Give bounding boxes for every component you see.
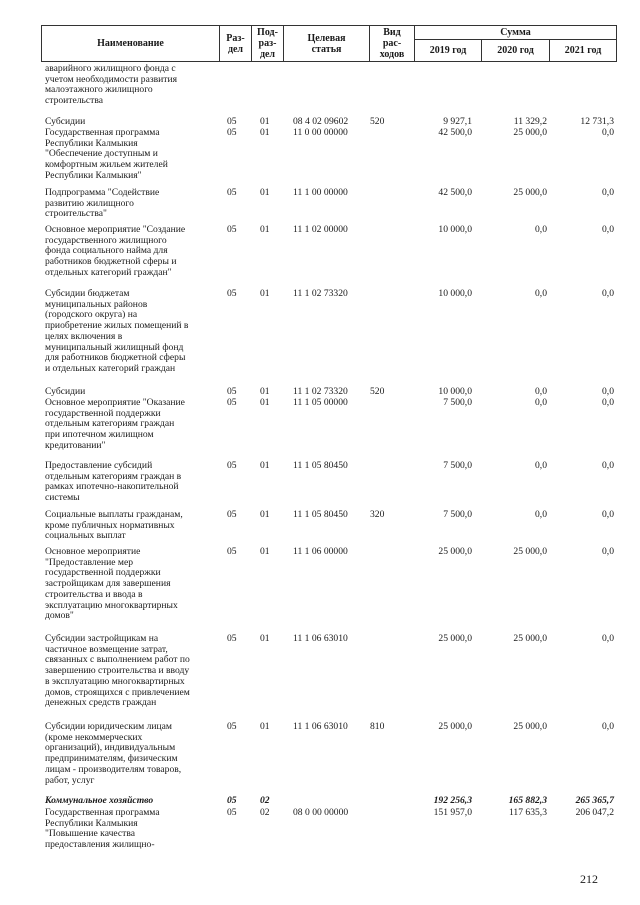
header-razdel: Раз- дел (220, 26, 252, 61)
row-razdel: 05 (227, 633, 237, 644)
row-sum-2019: 7 500,0 (443, 397, 472, 408)
row-sum-2020: 0,0 (535, 460, 547, 471)
row-sum-2020: 0,0 (535, 288, 547, 299)
row-statya: 08 0 00 00000 (293, 807, 349, 818)
row-sum-2021: 0,0 (602, 386, 614, 397)
row-statya: 11 1 02 73320 (293, 386, 348, 397)
row-name: Основное мероприятие "Создание государственного жилищного фонда социального найма для работников бюджетной сферы и отдельных категорий граждан" (45, 224, 186, 278)
row-sum-2019: 25 000,0 (438, 633, 472, 644)
row-statya: 11 1 06 63010 (293, 633, 348, 644)
row-razdel: 05 (227, 807, 237, 818)
row-statya: 11 1 00 00000 (293, 187, 348, 198)
row-razdel: 05 (227, 116, 237, 127)
row-name: Предоставление субсидий отдельным категориям граждан в рамках ипотечно-накопительной системы (45, 460, 182, 504)
row-sum-2020: 25 000,0 (513, 721, 547, 732)
row-sum-2021: 265 365,7 (575, 795, 614, 806)
row-razdel: 05 (227, 795, 237, 806)
row-sum-2020: 165 882,3 (508, 795, 547, 806)
row-name: аварийного жилищного фонда с учетом необходимости развития малоэтажного жилищного строительства (45, 63, 178, 107)
row-name: Субсидии бюджетам муниципальных районов (городского округа) на приобретение жилых помещений в целях включения в муниципальный жилищный фонд для работников бюджетной сферы и отдельных категорий граждан (45, 288, 189, 374)
header-summa: Сумма (415, 26, 616, 40)
row-sum-2021: 0,0 (602, 127, 614, 138)
row-sum-2019: 151 957,0 (433, 807, 472, 818)
row-sum-2019: 10 000,0 (438, 288, 472, 299)
row-podrazdel: 01 (260, 546, 270, 557)
row-sum-2020: 0,0 (535, 509, 547, 520)
row-statya: 11 1 02 00000 (293, 224, 348, 235)
row-name: Коммунальное хозяйство (45, 795, 154, 806)
row-sum-2019: 25 000,0 (438, 546, 472, 557)
row-podrazdel: 01 (260, 397, 270, 408)
row-vid: 320 (370, 509, 385, 520)
row-razdel: 05 (227, 397, 237, 408)
row-name: Государственная программа Республики Калмыкия "Обеспечение доступным и комфортным жильем жителей Республики Калмыкия" (45, 127, 168, 181)
header-statya: Целевая статья (284, 26, 370, 61)
row-name: Подпрограмма "Содействие развитию жилищного строительства" (45, 187, 160, 220)
header-vid: Вид рас- ходов (370, 26, 415, 61)
row-podrazdel: 01 (260, 386, 270, 397)
row-podrazdel: 01 (260, 633, 270, 644)
row-sum-2019: 42 500,0 (438, 187, 472, 198)
row-name: Основное мероприятие "Предоставление мер государственной поддержки застройщикам для завершения строительства и ввода в эксплуатацию многоквартирных домов" (45, 546, 178, 622)
row-statya: 11 1 05 00000 (293, 397, 348, 408)
row-sum-2021: 0,0 (602, 546, 614, 557)
row-podrazdel: 01 (260, 127, 270, 138)
row-sum-2020: 25 000,0 (513, 127, 547, 138)
row-sum-2020: 11 329,2 (513, 116, 547, 127)
row-vid: 810 (370, 721, 385, 732)
row-sum-2020: 0,0 (535, 386, 547, 397)
row-name: Субсидии застройщикам на частичное возмещение затрат, связанных с выполнением работ по завершению строительства и вводу в эксплуатацию многоквартирных домов, строящихся с привлечением денежных средств граждан (45, 633, 190, 709)
row-sum-2021: 12 731,3 (580, 116, 614, 127)
row-razdel: 05 (227, 187, 237, 198)
row-statya: 11 1 05 80450 (293, 460, 348, 471)
row-sum-2021: 0,0 (602, 721, 614, 732)
row-sum-2021: 0,0 (602, 509, 614, 520)
row-podrazdel: 01 (260, 288, 270, 299)
row-razdel: 05 (227, 127, 237, 138)
row-sum-2019: 7 500,0 (443, 509, 472, 520)
row-statya: 11 1 05 80450 (293, 509, 348, 520)
row-razdel: 05 (227, 460, 237, 471)
row-sum-2020: 117 635,3 (508, 807, 547, 818)
row-sum-2019: 7 500,0 (443, 460, 472, 471)
row-sum-2021: 0,0 (602, 397, 614, 408)
row-sum-2021: 0,0 (602, 633, 614, 644)
row-sum-2020: 25 000,0 (513, 546, 547, 557)
row-statya: 08 4 02 09602 (293, 116, 349, 127)
row-podrazdel: 02 (260, 807, 270, 818)
row-sum-2021: 0,0 (602, 288, 614, 299)
row-razdel: 05 (227, 721, 237, 732)
row-name: Государственная программа Республики Калмыкия "Повышение качества предоставления жилищно- (45, 807, 160, 851)
row-sum-2021: 206 047,2 (575, 807, 614, 818)
row-podrazdel: 01 (260, 187, 270, 198)
row-podrazdel: 01 (260, 509, 270, 520)
page-number: 212 (580, 872, 598, 886)
row-razdel: 05 (227, 509, 237, 520)
row-sum-2019: 9 927,1 (443, 116, 472, 127)
row-sum-2019: 10 000,0 (438, 224, 472, 235)
row-sum-2020: 25 000,0 (513, 633, 547, 644)
row-sum-2020: 0,0 (535, 397, 547, 408)
row-podrazdel: 01 (260, 116, 270, 127)
row-statya: 11 0 00 00000 (293, 127, 348, 138)
row-vid: 520 (370, 386, 385, 397)
header-name: Наименование (42, 26, 220, 61)
row-razdel: 05 (227, 288, 237, 299)
row-name: Субсидии (45, 386, 86, 397)
row-statya: 11 1 02 73320 (293, 288, 348, 299)
header-year-2021: 2021 год (564, 44, 602, 56)
row-sum-2021: 0,0 (602, 224, 614, 235)
row-sum-2020: 25 000,0 (513, 187, 547, 198)
row-razdel: 05 (227, 224, 237, 235)
row-vid: 520 (370, 116, 385, 127)
row-sum-2021: 0,0 (602, 187, 614, 198)
row-sum-2019: 25 000,0 (438, 721, 472, 732)
row-podrazdel: 01 (260, 460, 270, 471)
row-razdel: 05 (227, 546, 237, 557)
row-razdel: 05 (227, 386, 237, 397)
row-name: Субсидии (45, 116, 86, 127)
row-sum-2021: 0,0 (602, 460, 614, 471)
row-statya: 11 1 06 63010 (293, 721, 348, 732)
header-year-2019: 2019 год (415, 39, 482, 61)
row-name: Основное мероприятие "Оказание государственной поддержки отдельным категориям граждан при ипотечном жилищном кредитовании" (45, 397, 185, 451)
row-sum-2020: 0,0 (535, 224, 547, 235)
row-statya: 11 1 06 00000 (293, 546, 348, 557)
row-sum-2019: 10 000,0 (438, 386, 472, 397)
row-podrazdel: 02 (260, 795, 270, 806)
row-name: Социальные выплаты гражданам, кроме публичных нормативных социальных выплат (45, 509, 183, 542)
row-name: Субсидии юридическим лицам (кроме некоммерческих организаций), индивидуальным предпринимателям, физическим лицам - производителям товаров, работ, услуг (45, 721, 182, 786)
row-sum-2019: 42 500,0 (438, 127, 472, 138)
header-year-2020: 2020 год (482, 39, 550, 61)
header-podrazdel: Под- раз- дел (252, 26, 284, 61)
row-podrazdel: 01 (260, 224, 270, 235)
row-sum-2019: 192 256,3 (433, 795, 472, 806)
row-podrazdel: 01 (260, 721, 270, 732)
